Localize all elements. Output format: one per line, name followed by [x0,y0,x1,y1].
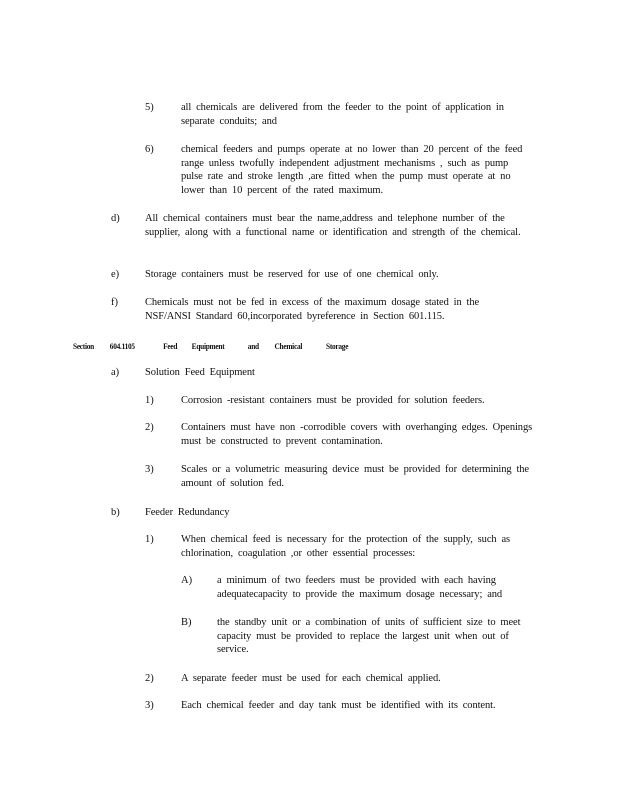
b-item-1-B-text: the standby unit or a combination of units of sufficient size to meet capacity must be provided to replace the largest unit when out of service. [217,617,521,656]
item-6-label: 6) [145,144,154,155]
item-f-text: Chemicals must not be fed in excess of the maximum dosage stated in the NSF/ANSI Standard 60,incorporated byreference in Section 601.115. [145,297,480,322]
b-item-2-label: 2) [145,673,154,684]
a-item-3-text: Scales or a volumetric measuring device must be provided for determining the amount of solution fed. [181,464,529,489]
b-item-1-label: 1) [145,534,154,545]
subsection-b-label: b) [111,507,120,518]
b-item-2-text: A separate feeder must be used for each chemical applied. [181,673,441,684]
section-title-feed: Feed [163,342,178,351]
item-e-text: Storage containers must be reserved for use of one chemical only. [145,269,439,280]
b-item-3-text: Each chemical feeder and day tank must be identified with its content. [181,700,496,711]
item-f-label: f) [111,297,118,308]
b-item-1-A-label: A) [181,575,193,586]
subsection-a-title: Solution Feed Equipment [145,367,255,378]
subsection-b-title: Feeder Redundancy [145,507,230,518]
item-5-label: 5) [145,102,154,113]
a-item-2-text: Containers must have non -corrodible covers with overhanging edges. Openings must be constructed to prevent contamination. [181,422,533,447]
b-item-3-label: 3) [145,700,154,711]
a-item-2-label: 2) [145,422,154,433]
item-6-text: chemical feeders and pumps operate at no lower than 20 percent of the feed range unless twofully independent adjustment mechanisms , such as pump pulse rate and stroke length ,are fitted when the pump must operate at no lower than 10 percent of the rated maximum. [181,144,523,196]
a-item-1-label: 1) [145,395,154,406]
subsection-a-label: a) [111,367,120,378]
a-item-3-label: 3) [145,464,154,475]
section-heading [73,340,367,352]
item-5-text: all chemicals are delivered from the feeder to the point of application in separate conduits; and [181,102,504,127]
section-number: 604.1105 [109,342,135,351]
section-title-and: and [247,342,259,351]
section-word: Section [73,342,94,351]
section-title-equipment: Equipment [191,342,225,351]
a-item-1-text: Corrosion -resistant containers must be provided for solution feeders. [181,395,485,406]
b-item-1-A-text: a minimum of two feeders must be provided with each having adequatecapacity to provide the maximum dosage necessary; and [217,575,503,600]
b-item-1-B-label: B) [181,617,192,628]
item-d-text: All chemical containers must bear the name,address and telephone number of the supplier, along with a functional name or identification and strength of the chemical. [145,213,521,238]
item-e-label: e) [111,269,120,280]
section-title-storage: Storage [326,342,349,351]
item-d-label: d) [111,213,120,224]
b-item-1-text: When chemical feed is necessary for the protection of the supply, such as chlorination, coagulation ,or other essential processes: [181,534,510,559]
section-title-chemical: Chemical [274,342,303,351]
